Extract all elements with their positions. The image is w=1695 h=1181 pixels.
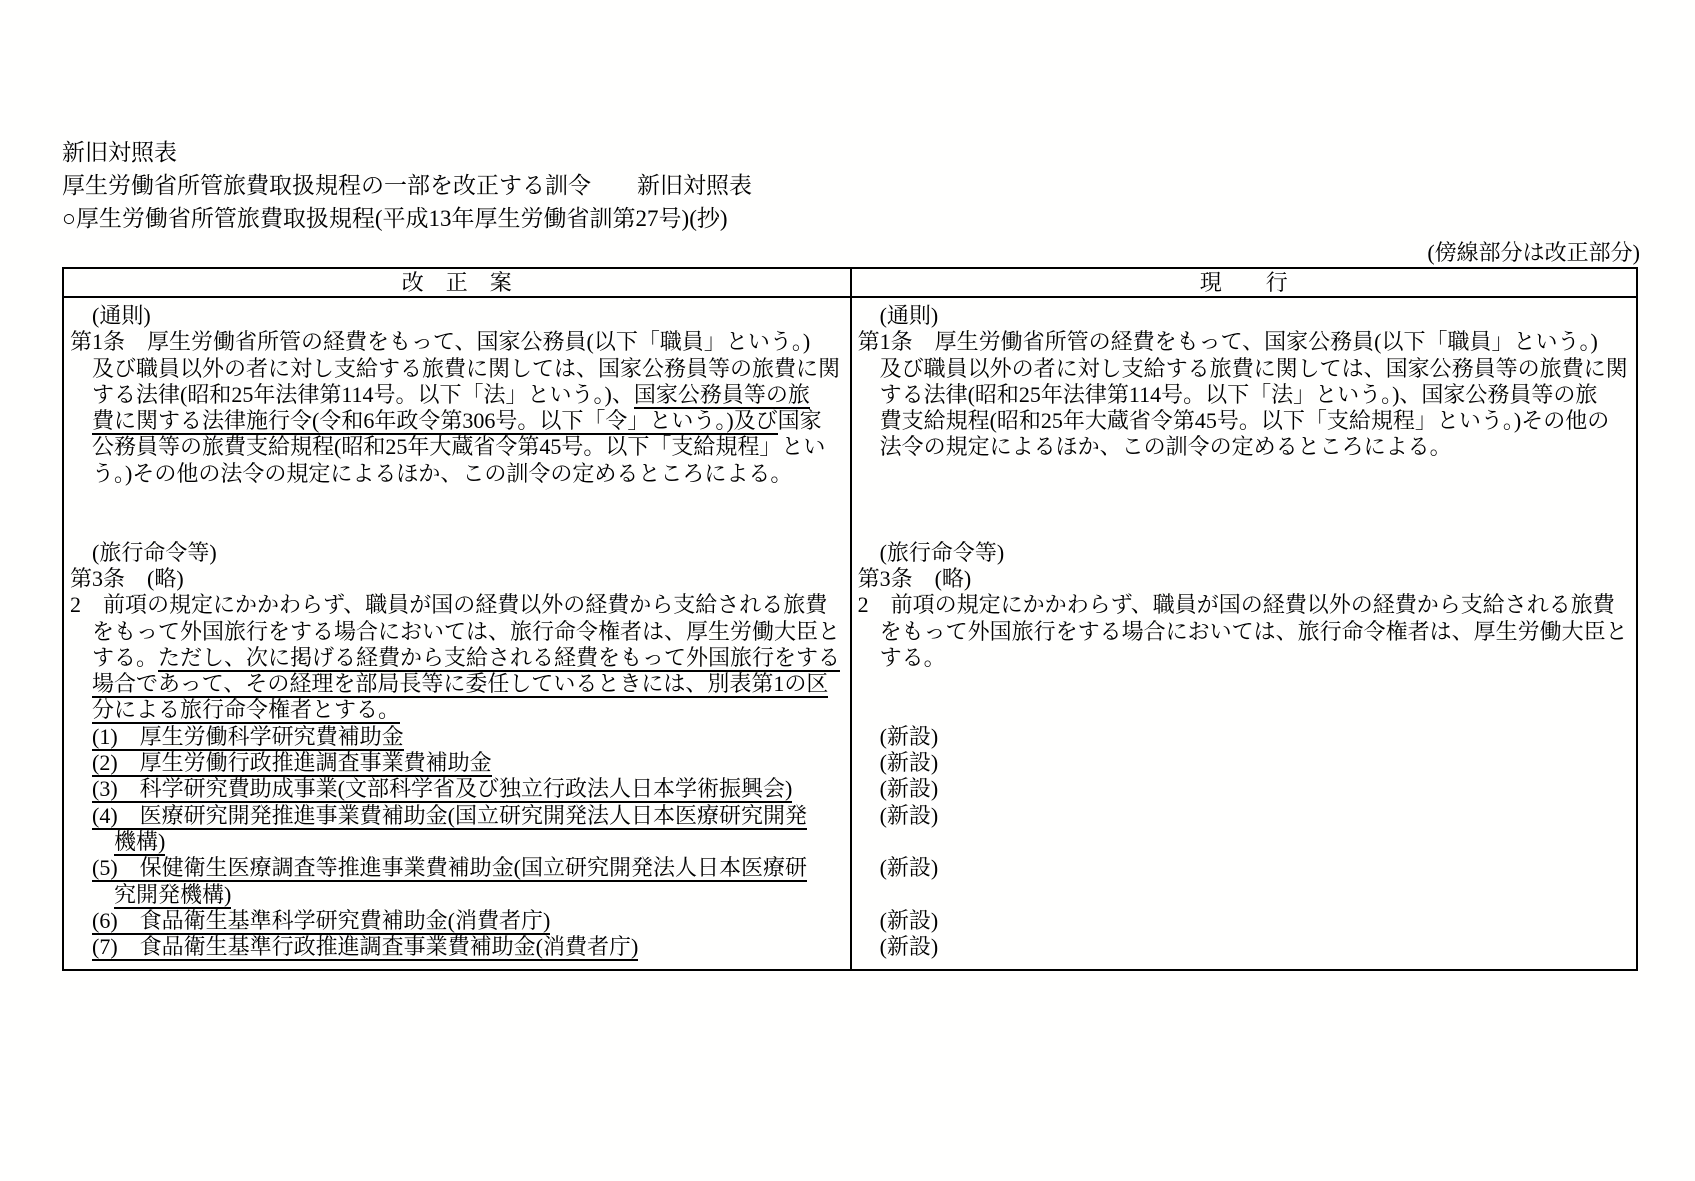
text-line <box>70 461 846 487</box>
text-segment: 第3条 (略) <box>70 565 184 591</box>
text-line <box>858 408 1632 434</box>
text-line <box>70 934 846 960</box>
text-line <box>70 697 846 723</box>
text-line <box>70 882 846 908</box>
text-line <box>70 566 846 592</box>
header-amended: 改 正 案 <box>64 269 852 296</box>
current-column <box>852 298 1636 969</box>
text-line <box>858 908 1632 934</box>
text-line <box>858 592 1632 618</box>
underlined-revision-text: (7) 食品衛生基準行政推進調査事業費補助金(消費者庁) <box>92 934 639 960</box>
text-line <box>70 329 846 355</box>
revision-note: (傍線部分は改正部分) <box>1427 240 1640 265</box>
text-line <box>858 829 1632 855</box>
underlined-revision-text: 場合であって、その経理を部局長等に委任しているときには、別表第1の区 <box>92 671 829 697</box>
doc-title-line-3: ○厚生労働省所管旅費取扱規程(平成13年厚生労働省訓第27号)(抄) <box>62 206 728 231</box>
text-line <box>70 356 846 382</box>
text-line <box>858 619 1632 645</box>
text-segment: する。 <box>92 644 159 670</box>
text-line <box>858 697 1632 723</box>
text-line <box>858 356 1632 382</box>
text-segment: (旅行命令等) <box>879 539 1005 565</box>
text-segment: (新設) <box>879 776 939 802</box>
doc-title-line-2: 厚生労働省所管旅費取扱規程の一部を改正する訓令 新旧対照表 <box>62 173 752 198</box>
text-segment: 及び職員以外の者に対し支給する旅費に関しては、国家公務員等の旅費に関 <box>879 355 1628 381</box>
text-segment: 法令の規定によるほか、この訓令の定めるところによる。 <box>879 434 1452 460</box>
text-line <box>858 882 1632 908</box>
text-line <box>70 540 846 566</box>
text-line <box>858 934 1632 960</box>
text-line <box>858 566 1632 592</box>
text-line <box>70 724 846 750</box>
underlined-revision-text: (1) 厚生労働科学研究費補助金 <box>92 723 404 749</box>
text-line <box>858 513 1632 539</box>
underlined-revision-text: 費に関する法律施行令(令和6年政令第306号。以下「令」という。)及び <box>92 408 778 434</box>
text-segment: をもって外国旅行をする場合においては、旅行命令権者は、厚生労働大臣と <box>879 618 1628 644</box>
underlined-revision-text: (2) 厚生労働行政推進調査事業費補助金 <box>92 750 492 776</box>
underlined-revision-text: 国家公務員等の旅 <box>633 381 810 407</box>
text-segment: (新設) <box>879 907 939 933</box>
amended-column <box>64 298 852 969</box>
text-segment: (通則) <box>92 303 151 328</box>
text-line <box>858 303 1632 329</box>
underlined-revision-text: 究開発機構) <box>114 881 232 907</box>
text-segment: (新設) <box>879 723 939 749</box>
text-line <box>70 776 846 802</box>
text-segment: 2 前項の規定にかかわらず、職員が国の経費以外の経費から支給される旅費 <box>857 592 1615 618</box>
table-header-row <box>64 269 1636 298</box>
underlined-revision-text: (3) 科学研究費助成事業(文部科学省及び独立行政法人日本学術振興会) <box>92 776 793 802</box>
underlined-revision-text: (6) 食品衛生基準科学研究費補助金(消費者庁) <box>92 907 551 933</box>
text-line <box>70 382 846 408</box>
underlined-revision-text: 機構) <box>114 828 166 854</box>
underlined-revision-text: (5) 保健衛生医療調査等推進事業費補助金(国立研究開発法人日本医療研 <box>92 855 807 881</box>
text-line <box>858 776 1632 802</box>
text-line <box>70 592 846 618</box>
text-segment: する。 <box>879 644 946 670</box>
text-segment: (新設) <box>879 855 939 881</box>
text-line <box>70 750 846 776</box>
text-segment: (新設) <box>879 934 939 960</box>
text-line <box>70 829 846 855</box>
text-segment: 第1条 厚生労働省所管の経費をもって、国家公務員(以下「職員」という。) <box>70 329 811 355</box>
text-line <box>858 645 1632 671</box>
text-line <box>70 408 846 434</box>
text-segment: 及び職員以外の者に対し支給する旅費に関しては、国家公務員等の旅費に関 <box>92 355 841 381</box>
text-line <box>70 619 846 645</box>
text-segment: (新設) <box>879 802 939 828</box>
text-line <box>70 671 846 697</box>
text-segment: (通則) <box>879 303 939 328</box>
text-segment: をもって外国旅行をする場合においては、旅行命令権者は、厚生労働大臣と <box>92 618 841 644</box>
text-line <box>858 540 1632 566</box>
text-segment: 第3条 (略) <box>857 565 972 591</box>
doc-title-line-1: 新旧対照表 <box>62 140 177 165</box>
text-line <box>858 855 1632 881</box>
text-line <box>70 645 846 671</box>
text-segment: する法律(昭和25年法律第114号。以下「法」という。)、国家公務員等の旅 <box>879 381 1598 407</box>
text-segment: 2 前項の規定にかかわらず、職員が国の経費以外の経費から支給される旅費 <box>70 592 828 618</box>
document-header <box>62 136 752 235</box>
underlined-revision-text: 分による旅行命令権者とする。 <box>92 697 401 723</box>
text-line <box>858 329 1632 355</box>
text-line <box>70 803 846 829</box>
header-current: 現 行 <box>1199 270 1288 295</box>
text-line <box>70 908 846 934</box>
text-line <box>858 382 1632 408</box>
text-segment: 費支給規程(昭和25年大蔵省令第45号。以下「支給規程」という。)その他の <box>879 408 1610 434</box>
text-line <box>858 750 1632 776</box>
text-segment: (旅行命令等) <box>92 539 217 565</box>
text-line <box>70 434 846 460</box>
text-line <box>858 671 1632 697</box>
text-line <box>858 434 1632 460</box>
text-line <box>70 855 846 881</box>
text-segment: 公務員等の旅費支給規程(昭和25年大蔵省令第45号。以下「支給規程」とい <box>92 434 826 460</box>
text-line <box>858 461 1632 487</box>
text-segment: (新設) <box>879 750 939 776</box>
text-line <box>858 724 1632 750</box>
comparison-table <box>62 267 1638 971</box>
text-segment: する法律(昭和25年法律第114号。以下「法」という。)、 <box>92 381 634 407</box>
underlined-revision-text: ただし、次に掲げる経費から支給される経費をもって外国旅行をする <box>158 644 841 670</box>
text-segment: う。)その他の法令の規定によるほか、この訓令の定めるところによる。 <box>92 460 793 486</box>
text-line <box>70 303 846 329</box>
text-line <box>858 487 1632 513</box>
text-line <box>70 513 846 539</box>
text-line <box>858 803 1632 829</box>
text-segment: 第1条 厚生労働省所管の経費をもって、国家公務員(以下「職員」という。) <box>857 329 1598 355</box>
text-line <box>70 487 846 513</box>
text-segment: 国家 <box>777 408 822 434</box>
table-body <box>64 298 1636 969</box>
underlined-revision-text: (4) 医療研究開発推進事業費補助金(国立研究開発法人日本医療研究開発 <box>92 802 807 828</box>
